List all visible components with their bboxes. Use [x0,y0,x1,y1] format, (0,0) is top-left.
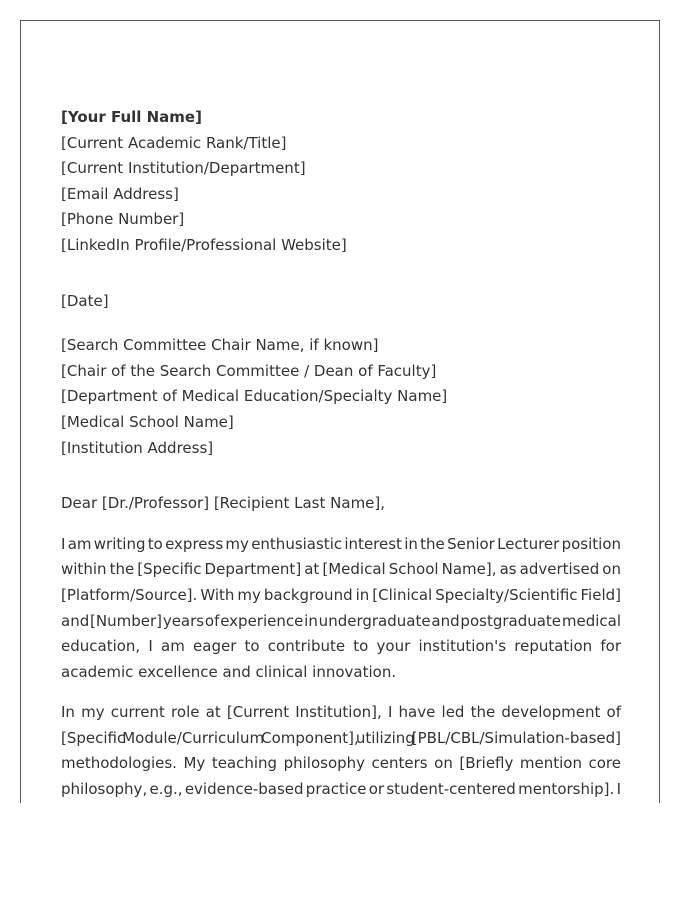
paragraph-line: and [Number] years of experience in undergraduate and postgraduate medical [61,611,621,630]
sender-block [61,105,621,259]
recipient-address: [Institution Address] [61,438,214,457]
paragraph-line: [Platform/Source]. With my background in [Clinical Specialty/Scientific Field] [61,585,621,604]
recipient-chair-name: [Search Committee Chair Name, if known] [61,336,379,355]
paragraph-line: academic excellence and clinical innovation. [61,662,397,681]
recipient-chair-title: [Chair of the Search Committee / Dean of Faculty] [61,361,437,380]
letter-date: [Date] [61,291,109,310]
sender-institution: [Current Institution/Department] [61,159,306,178]
body-paragraph-1 [61,532,621,686]
paragraph-line: philosophy, e.g., evidence-based practice or student-centered mentorship]. I [61,780,621,799]
recipient-block [61,333,621,461]
sender-website: [LinkedIn Profile/Professional Website] [61,235,347,254]
sender-email: [Email Address] [61,184,179,203]
paragraph-line: [Specific Module/Curriculum Component], utilizing [PBL/CBL/Simulation-based] [61,728,621,747]
paragraph-line: I am writing to express my enthusiastic interest in the Senior Lecturer position [61,534,621,553]
recipient-school: [Medical School Name] [61,412,234,431]
sender-phone: [Phone Number] [61,210,185,229]
salutation: Dear [Dr./Professor] [Recipient Last Name], [61,494,386,513]
sender-rank: [Current Academic Rank/Title] [61,133,287,152]
paragraph-line: methodologies. My teaching philosophy centers on [Briefly mention core [61,754,621,773]
paragraph-line: education, I am eager to contribute to your institution's reputation for [61,637,621,656]
paragraph-line: In my current role at [Current Institution], I have led the development of [61,703,621,722]
letter-page [20,20,660,803]
letter-content [61,105,621,803]
paragraph-line: within the [Specific Department] at [Medical School Name], as advertised on [61,560,621,579]
recipient-department: [Department of Medical Education/Specialty Name] [61,387,448,406]
body-paragraph-2 [61,700,621,802]
sender-name: [Your Full Name] [61,108,202,126]
